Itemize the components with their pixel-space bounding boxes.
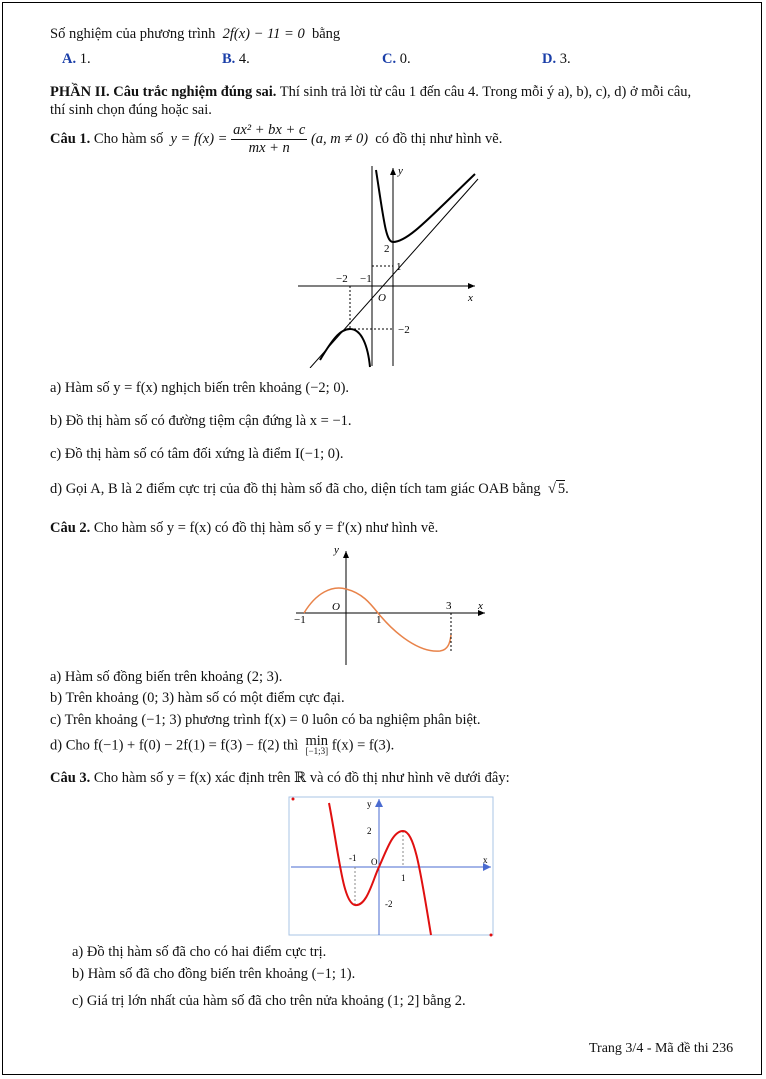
part2-intro-2: thí sinh chọn đúng hoặc sai.: [50, 102, 212, 118]
cau2-label: Câu 2.: [50, 520, 91, 536]
cau1-graph: [290, 162, 490, 368]
cau1-label: Câu 1.: [50, 130, 91, 147]
cau1-origin-label: O: [378, 292, 386, 304]
cau1-fraction: $\frac{\text{ax² + bx + c}}{mx + n}$: [233, 122, 306, 156]
cau3-statement-a: a) Đồ thị hàm số đã cho có hai điểm cực trị.: [72, 944, 327, 960]
cau3-tick-1: 1: [401, 873, 406, 883]
cau1-tick-2: 2: [384, 243, 390, 255]
cau3-label: Câu 3.: [50, 770, 91, 786]
cau3-statement: Câu 3. Cho hàm số y = f(x) xác định trên ℝ và có đồ thị như hình vẽ dưới đây:: [50, 770, 510, 786]
cau3-corner-dot-br: [490, 934, 493, 937]
cau1-right-branch: [376, 170, 475, 242]
page-footer: Trang 3/4 - Mã đề thi 236: [589, 1041, 734, 1056]
option-c[interactable]: C. 0.: [382, 51, 411, 67]
cau1-tick-minus2: −2: [336, 273, 348, 285]
cau1-statement: Câu 1. Cho hàm số y = f(x) = $\frac{\text{ax² + bx + c}}{mx + n}$ (a, m ≠ 0) có đồ thị như hình vẽ.: [50, 122, 503, 156]
cau3-graph-frame: [289, 797, 493, 935]
cau3-x-label: x: [483, 855, 488, 865]
cau1-tick-1: 1: [396, 261, 402, 273]
cau1-y-arrow: [390, 168, 396, 175]
prev-question-text-after: bằng: [311, 26, 341, 42]
cau2-statement-d: d) Cho f(−1) + f(0) − 2f(1) = f(3) − f(2) thì min [−1;3] f(x) = f(3).: [50, 733, 395, 756]
cau2-origin-label: O: [332, 601, 340, 613]
cau1-statement-a: a) Hàm số y = f(x) nghịch biến trên khoảng (−2; 0).: [50, 380, 350, 396]
cau1-tick-neg2: −2: [398, 324, 410, 336]
cau1-x-label: x: [468, 292, 473, 304]
prev-question: [50, 26, 340, 43]
cau2-tick-3: 3: [446, 600, 452, 612]
cau3-curve: [329, 803, 431, 935]
cau3-tick-minus1: -1: [349, 853, 357, 863]
cau2-statement: Câu 2. Cho hàm số y = f(x) có đồ thị hàm số y = f′(x) như hình vẽ.: [50, 520, 439, 536]
cau2-statement-b: b) Trên khoảng (0; 3) hàm số có một điểm cực đại.: [50, 690, 345, 706]
option-a[interactable]: A. 1.: [62, 51, 91, 67]
cau1-statement-b: b) Đồ thị hàm số có đường tiệm cận đứng là x = −1.: [50, 413, 352, 429]
cau3-y-label: y: [367, 799, 372, 809]
cau3-corner-dot-tl: [292, 798, 295, 801]
cau1-x-arrow: [468, 283, 475, 289]
cau3-origin-label: O: [371, 857, 378, 867]
cau1-left-branch: [320, 329, 370, 367]
cau2-x-label: x: [478, 600, 483, 612]
cau3-statement-b: b) Hàm số đã cho đồng biến trên khoảng (−1; 1).: [72, 966, 356, 982]
option-b[interactable]: B. 4.: [222, 51, 250, 67]
cau1-statement-c: c) Đồ thị hàm số có tâm đối xứng là điểm I(−1; 0).: [50, 446, 344, 462]
cau2-statement-c: c) Trên khoảng (−1; 3) phương trình f(x) = 0 luôn có ba nghiệm phân biệt.: [50, 712, 481, 728]
cau1-statement-d: d) Gọi A, B là 2 điểm cực trị của đồ thị hàm số đã cho, diện tích tam giác OAB bằng √ 5.: [50, 481, 569, 497]
cau3-statement-c: c) Giá trị lớn nhất của hàm số đã cho trên nửa khoảng (1; 2] bằng 2.: [72, 993, 466, 1009]
cau3-y-arrow: [375, 799, 383, 807]
cau1-y-label: y: [398, 165, 403, 177]
cau3-tick-minus2: -2: [385, 899, 393, 909]
part2-header: [50, 84, 691, 101]
cau3-graph: [287, 795, 497, 939]
part2-title: PHẦN II. Câu trắc nghiệm đúng sai.: [50, 84, 277, 100]
cau2-y-label: y: [334, 544, 339, 556]
cau2-graph: [290, 543, 490, 667]
cau2-tick-1: 1: [376, 614, 382, 626]
option-d[interactable]: D. 3.: [542, 51, 571, 67]
prev-question-text: Số nghiệm của phương trình: [50, 26, 216, 42]
cau2-statement-a: a) Hàm số đồng biến trên khoảng (2; 3).: [50, 669, 283, 685]
cau2-tick-minus1: −1: [294, 614, 306, 626]
cau3-tick-2: 2: [367, 826, 372, 836]
prev-question-equation: 2f(x) − 11 = 0: [222, 26, 305, 42]
cau2-min-operator: min [−1;3]: [305, 733, 329, 756]
cau2-y-arrow: [343, 551, 349, 558]
part2-intro: Thí sinh trả lời từ câu 1 đến câu 4. Trong mỗi ý a), b), c), d) ở mỗi câu,: [279, 84, 692, 100]
cau1-tick-minus1: −1: [360, 273, 372, 285]
